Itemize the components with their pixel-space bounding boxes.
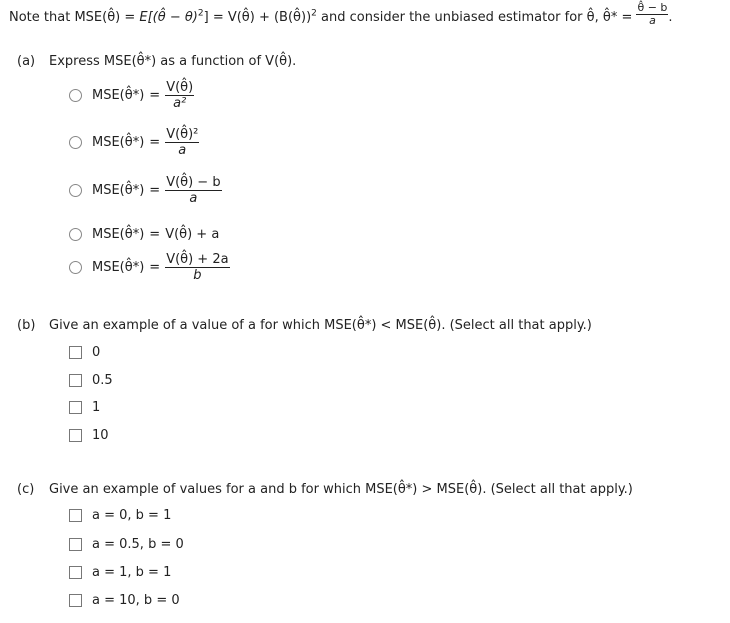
option-label: 10	[92, 428, 109, 443]
problem-intro	[9, 1, 673, 27]
part-b-option-4[interactable]	[69, 428, 109, 443]
option-denominator: a	[178, 143, 187, 158]
equals-sign: =	[149, 183, 161, 198]
option-denominator: a	[189, 191, 198, 206]
checkbox[interactable]	[69, 401, 82, 414]
part-b-question	[17, 318, 592, 333]
part-b-label: (b)	[17, 318, 36, 333]
intro-exp-close: ] = V(θ̂) + (B(θ̂))	[203, 10, 312, 25]
option-lhs: MSE(θ̂*)	[92, 135, 145, 150]
radio-button[interactable]	[69, 261, 82, 274]
option-denominator: a²	[173, 96, 187, 111]
intro-exp-sup: 2	[197, 8, 204, 19]
part-c-option-3[interactable]	[69, 565, 171, 580]
equals-sign: =	[149, 260, 161, 275]
option-fraction	[165, 127, 199, 158]
option-label: 0.5	[92, 373, 113, 388]
equals-sign: =	[149, 135, 161, 150]
part-c-text: Give an example of values for a and b for which MSE(θ̂*) > MSE(θ̂). (Select all that apply.)	[49, 482, 633, 497]
radio-button[interactable]	[69, 184, 82, 197]
part-b-option-1[interactable]	[69, 345, 100, 360]
option-lhs: MSE(θ̂*)	[92, 183, 145, 198]
part-c-option-1[interactable]	[69, 508, 171, 523]
equals-sign: =	[149, 227, 161, 242]
part-b-option-2[interactable]	[69, 373, 113, 388]
estimator-fraction	[636, 2, 668, 27]
radio-button[interactable]	[69, 136, 82, 149]
option-lhs: MSE(θ̂*)	[92, 227, 145, 242]
intro-suffix: and consider the unbiased estimator for θ̂, θ̂* =	[316, 10, 637, 25]
option-lhs: MSE(θ̂*)	[92, 260, 145, 275]
part-a-option-1[interactable]	[69, 80, 194, 111]
part-c-label: (c)	[17, 482, 35, 497]
estimator-numerator: θ̂ − b	[637, 1, 668, 14]
intro-expectation: E[(θ̂ − θ)	[139, 10, 198, 25]
option-fraction	[165, 252, 229, 283]
checkbox[interactable]	[69, 429, 82, 442]
option-inline-expression: V(θ̂) + a	[165, 227, 220, 242]
option-label: a = 0.5, b = 0	[92, 537, 184, 552]
option-label: a = 10, b = 0	[92, 593, 180, 608]
part-a-option-3[interactable]	[69, 175, 222, 206]
part-b-text: Give an example of a value of a for which MSE(θ̂*) < MSE(θ̂). (Select all that apply.)	[49, 318, 592, 333]
part-b-option-3[interactable]	[69, 400, 100, 415]
intro-bias-sup: 2	[311, 8, 317, 19]
part-c-option-2[interactable]	[69, 537, 184, 552]
option-numerator: V(θ̂) + 2a	[166, 252, 229, 267]
option-label: 1	[92, 400, 101, 415]
part-c-question	[17, 482, 633, 497]
part-a-text: Express MSE(θ̂*) as a function of V(θ̂).	[49, 54, 297, 69]
option-numerator: V(θ̂)²	[166, 127, 199, 142]
checkbox[interactable]	[69, 538, 82, 551]
estimator-denominator: a	[649, 14, 656, 27]
radio-button[interactable]	[69, 228, 82, 241]
option-label: a = 0, b = 1	[92, 508, 172, 523]
checkbox[interactable]	[69, 594, 82, 607]
part-a-option-2[interactable]	[69, 127, 199, 158]
option-label: a = 1, b = 1	[92, 565, 172, 580]
intro-end: .	[668, 10, 673, 25]
checkbox[interactable]	[69, 346, 82, 359]
option-fraction	[165, 80, 194, 111]
equals-sign: =	[149, 88, 161, 103]
checkbox[interactable]	[69, 509, 82, 522]
part-a-label: (a)	[17, 54, 36, 69]
option-numerator: V(θ̂) − b	[166, 175, 221, 190]
part-c-option-4[interactable]	[69, 593, 180, 608]
intro-prefix: Note that MSE(θ̂) =	[9, 10, 140, 25]
part-a-question	[17, 54, 296, 69]
option-numerator: V(θ̂)	[166, 80, 194, 95]
option-fraction	[165, 175, 221, 206]
option-label: 0	[92, 345, 101, 360]
option-lhs: MSE(θ̂*)	[92, 88, 145, 103]
part-a-option-4[interactable]	[69, 227, 219, 242]
option-denominator: b	[193, 268, 202, 283]
part-a-option-5[interactable]	[69, 252, 230, 283]
radio-button[interactable]	[69, 89, 82, 102]
checkbox[interactable]	[69, 566, 82, 579]
checkbox[interactable]	[69, 374, 82, 387]
